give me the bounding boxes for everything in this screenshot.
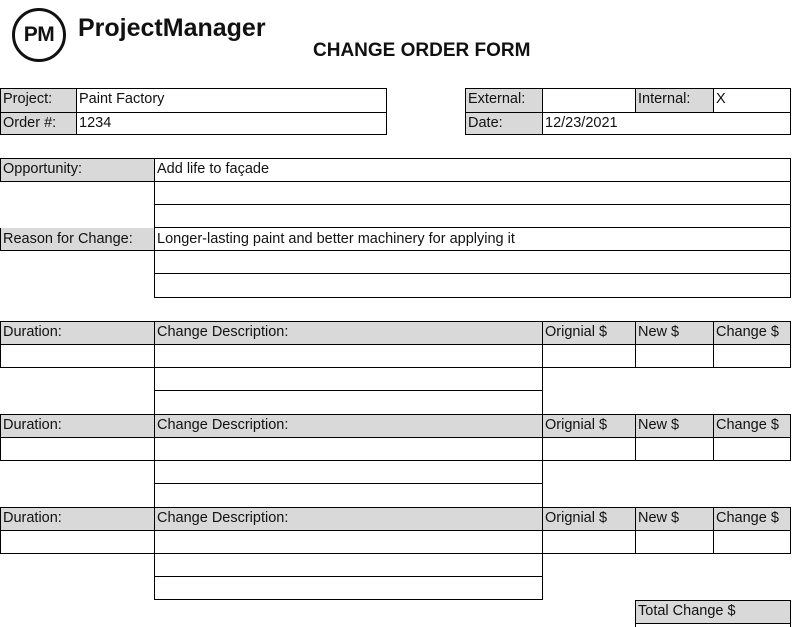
change-cost-label: Change $ <box>713 321 791 344</box>
original-cost-field[interactable] <box>542 344 635 367</box>
new-cost-label: New $ <box>635 321 713 344</box>
new-cost-field[interactable] <box>635 530 713 553</box>
reason-label: Reason for Change: <box>0 228 154 251</box>
external-label: External: <box>465 88 542 112</box>
new-cost-label: New $ <box>635 507 713 530</box>
new-cost-field[interactable] <box>635 437 713 460</box>
change-cost-field[interactable] <box>713 344 791 367</box>
reason-field[interactable]: Longer-lasting paint and better machinery for applying it <box>157 231 515 247</box>
change-cost-label: Change $ <box>713 414 791 437</box>
original-cost-field[interactable] <box>542 530 635 553</box>
change-description-field[interactable] <box>154 530 542 553</box>
original-cost-label: Orignial $ <box>542 507 635 530</box>
project-field[interactable]: Paint Factory <box>79 91 165 107</box>
change-description-line-3[interactable] <box>154 483 542 506</box>
duration-field[interactable] <box>0 344 154 367</box>
duration-field[interactable] <box>0 530 154 553</box>
opportunity-field[interactable]: Add life to façade <box>157 161 270 177</box>
change-description-line-2[interactable] <box>154 460 542 483</box>
date-field[interactable]: 12/23/2021 <box>545 115 618 131</box>
change-description-line-3[interactable] <box>154 390 542 413</box>
original-cost-label: Orignial $ <box>542 414 635 437</box>
order-number-label: Order #: <box>0 112 76 135</box>
change-description-label: Change Description: <box>154 321 542 344</box>
duration-label: Duration: <box>0 321 154 344</box>
order-number-field[interactable]: 1234 <box>79 115 112 131</box>
change-description-label: Change Description: <box>154 507 542 530</box>
original-cost-field[interactable] <box>542 437 635 460</box>
change-description-line-2[interactable] <box>154 553 542 576</box>
change-cost-label: Change $ <box>713 507 791 530</box>
total-change-label: Total Change $ <box>635 600 791 623</box>
new-cost-label: New $ <box>635 414 713 437</box>
change-description-field[interactable] <box>154 344 542 367</box>
change-cost-field[interactable] <box>713 437 791 460</box>
opportunity-label: Opportunity: <box>0 158 154 181</box>
opportunity-line-2[interactable] <box>154 181 790 204</box>
reason-line-2[interactable] <box>154 251 790 274</box>
opportunity-line-3[interactable] <box>154 204 790 228</box>
change-description-label: Change Description: <box>154 414 542 437</box>
external-field[interactable] <box>542 88 635 112</box>
change-cost-field[interactable] <box>713 530 791 553</box>
change-description-field[interactable] <box>154 437 542 460</box>
duration-field[interactable] <box>0 437 154 460</box>
change-description-line-3[interactable] <box>154 576 542 599</box>
duration-label: Duration: <box>0 507 154 530</box>
internal-label: Internal: <box>635 88 713 112</box>
new-cost-field[interactable] <box>635 344 713 367</box>
duration-label: Duration: <box>0 414 154 437</box>
original-cost-label: Orignial $ <box>542 321 635 344</box>
internal-field[interactable]: X <box>716 91 726 107</box>
logo-mark: PM <box>12 8 66 62</box>
reason-line-3[interactable] <box>154 274 790 297</box>
logo-name: ProjectManager <box>78 14 266 42</box>
project-label: Project: <box>0 88 76 112</box>
change-description-line-2[interactable] <box>154 367 542 390</box>
date-label: Date: <box>465 112 542 135</box>
page-title: CHANGE ORDER FORM <box>313 40 531 61</box>
